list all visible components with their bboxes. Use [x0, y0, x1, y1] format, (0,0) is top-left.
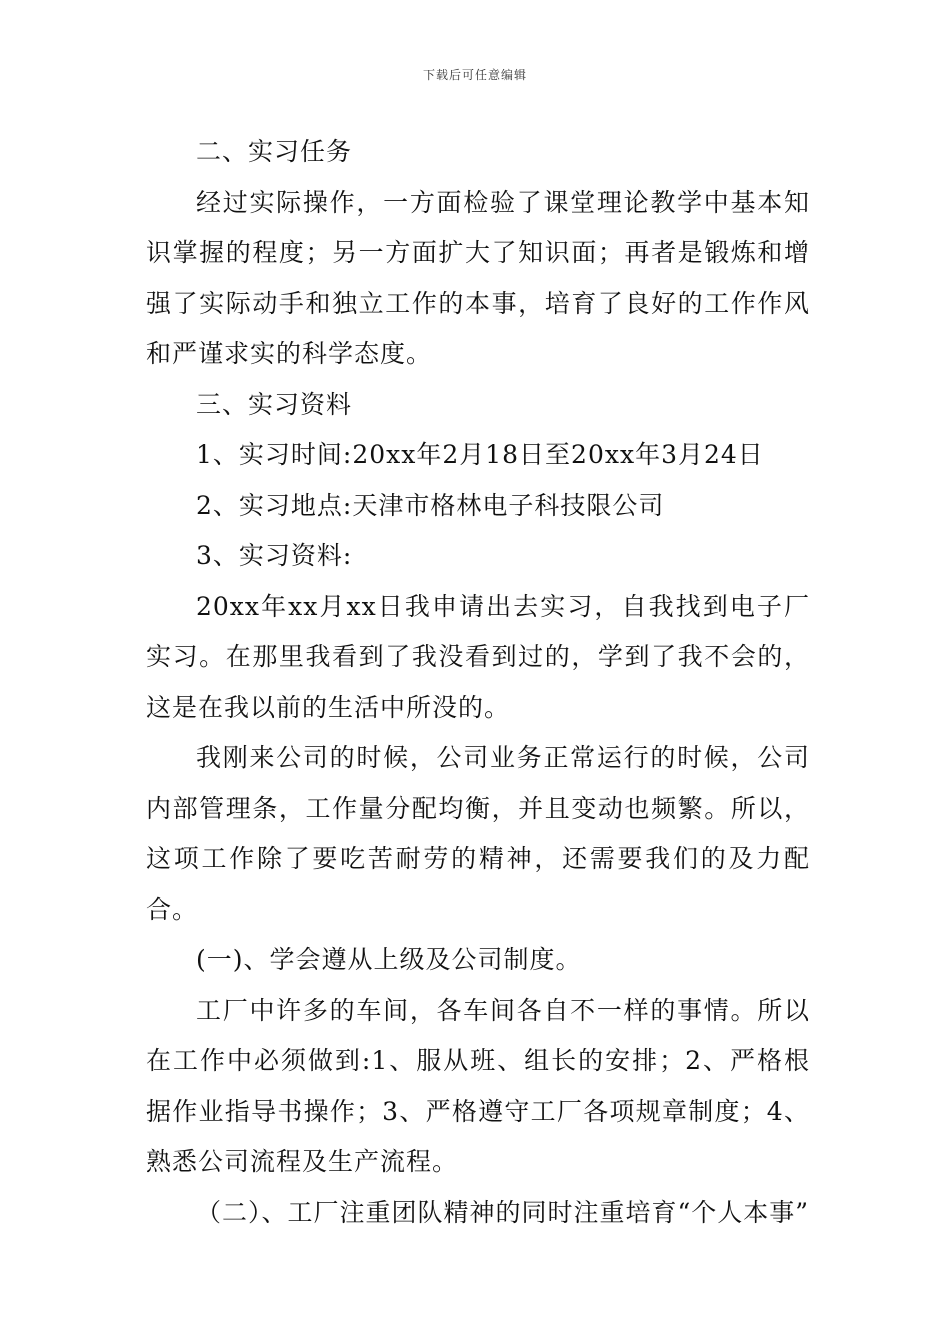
subheading-teamwork: （二）、工厂注重团队精神的同时注重培育“个人本事”	[196, 1197, 810, 1227]
paragraph-tasks: 经过实际操作，一方面检验了课堂理论教学中基本知识掌握的程度；另一方面扩大了知识面；再者是锻炼和增强了实际动手和独立工作的本事，培育了良好的工作作风和严谨求实的科学态度。	[146, 187, 810, 368]
list-item-location: 2、实习地点:天津市格林电子科技限公司	[196, 490, 665, 520]
paragraph-rules: 工厂中许多的车间，各车间各自不一样的事情。所以在工作中必须做到:1、服从班、组长的安排；2、严格根据作业指导书操作；3、严格遵守工厂各项规章制度；4、熟悉公司流程及生产流程。	[146, 995, 810, 1176]
header-note: 下载后可任意编辑	[422, 68, 527, 82]
list-item-time: 1、实习时间:20xx年2月18日至20xx年3月24日	[196, 440, 764, 469]
paragraph-intro: 20xx年xx月xx日我申请出去实习，自我找到电子厂实习。在那里我看到了我没看到过的，学到了我不会的，这是在我以前的生活中所没的。	[146, 591, 810, 722]
section-heading-tasks: 二、实习任务	[196, 137, 353, 166]
paragraph-company: 我刚来公司的时候，公司业务正常运行的时候，公司内部管理条，工作量分配均衡，并且变动也频繁。所以，这项工作除了要吃苦耐劳的精神，还需要我们的及力配合。	[146, 743, 810, 924]
subheading-rules: (一)、学会遵从上级及公司制度。	[196, 945, 582, 974]
list-item-materials: 3、实习资料:	[196, 541, 353, 570]
document-body	[146, 127, 810, 1238]
section-heading-materials: 三、实习资料	[196, 389, 353, 419]
